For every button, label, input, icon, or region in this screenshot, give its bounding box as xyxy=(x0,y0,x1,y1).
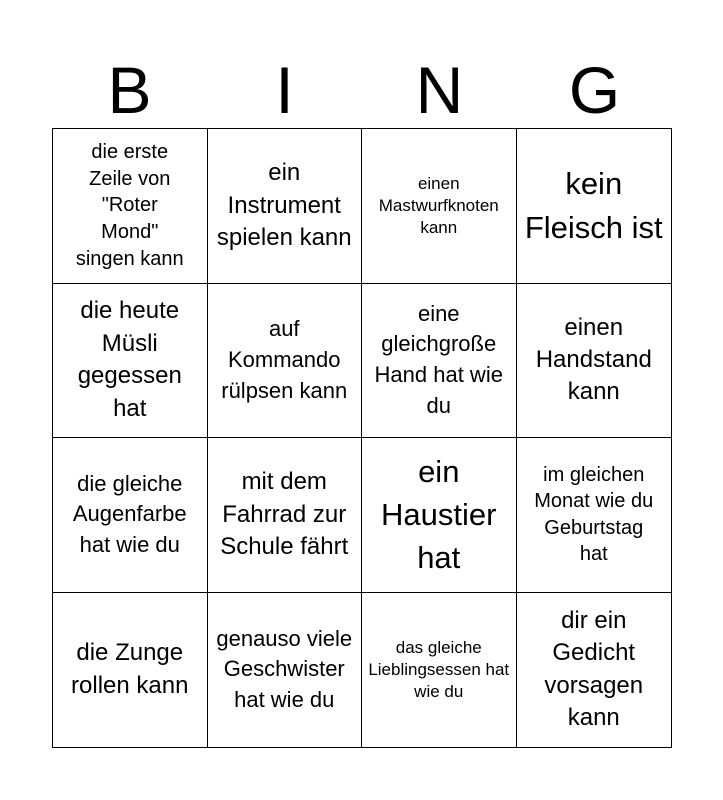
cell-text: die Zunge rollen kann xyxy=(71,639,189,699)
cell-text: auf Kommando rülpsen kann xyxy=(221,316,348,403)
bingo-cell-r2-c4[interactable] xyxy=(517,284,672,439)
bingo-cell-r3-c4[interactable] xyxy=(517,438,672,593)
bingo-header xyxy=(52,52,672,128)
cell-text: ein Instrument spielen kann xyxy=(216,159,352,251)
cell-text: kein Fleisch ist xyxy=(524,166,663,245)
cell-text: die gleiche Augenfarbe hat wie du xyxy=(72,470,187,558)
cell-text: einen Handstand kann xyxy=(535,313,652,406)
header-letter-g: G xyxy=(568,53,621,127)
bingo-card xyxy=(52,128,672,748)
bingo-cell-r1-c2[interactable] xyxy=(208,129,363,284)
bingo-cell-r1-c1[interactable] xyxy=(53,129,208,284)
cell-text: ein Haustier hat xyxy=(381,453,497,576)
bingo-cell-r4-c3[interactable] xyxy=(362,593,517,748)
bingo-cell-r4-c2[interactable] xyxy=(208,593,363,748)
cell-text: die heute Müsli gegessen hat xyxy=(77,297,182,422)
cell-text: eine gleichgroße Hand hat wie du xyxy=(374,300,503,419)
bingo-cell-r3-c1[interactable] xyxy=(53,438,208,593)
cell-text: einen Mastwurfknoten kann xyxy=(378,173,499,237)
bingo-cell-r3-c3[interactable] xyxy=(362,438,517,593)
bingo-cell-r4-c4[interactable] xyxy=(517,593,672,748)
header-letter-b: B xyxy=(107,53,152,127)
cell-text: die erste Zeile von "Roter Mond" singen kann xyxy=(75,141,184,270)
bingo-cell-r4-c1[interactable] xyxy=(53,593,208,748)
header-letter-i: I xyxy=(275,53,294,127)
cell-text: im gleichen Monat wie du Geburtstag hat xyxy=(534,463,654,566)
cell-text: das gleiche Lieblingsessen hat wie du xyxy=(368,637,510,701)
bingo-cell-r2-c3[interactable] xyxy=(362,284,517,439)
bingo-cell-r1-c4[interactable] xyxy=(517,129,672,284)
bingo-cell-r3-c2[interactable] xyxy=(208,438,363,593)
cell-text: dir ein Gedicht vorsagen kann xyxy=(544,606,644,732)
bingo-cell-r2-c1[interactable] xyxy=(53,284,208,439)
cell-text: mit dem Fahrrad zur Schule fährt xyxy=(220,468,349,560)
bingo-cell-r2-c2[interactable] xyxy=(208,284,363,439)
header-letter-n: N xyxy=(415,53,464,127)
cell-text: genauso viele Geschwister hat wie du xyxy=(216,625,353,713)
bingo-cell-r1-c3[interactable] xyxy=(362,129,517,284)
